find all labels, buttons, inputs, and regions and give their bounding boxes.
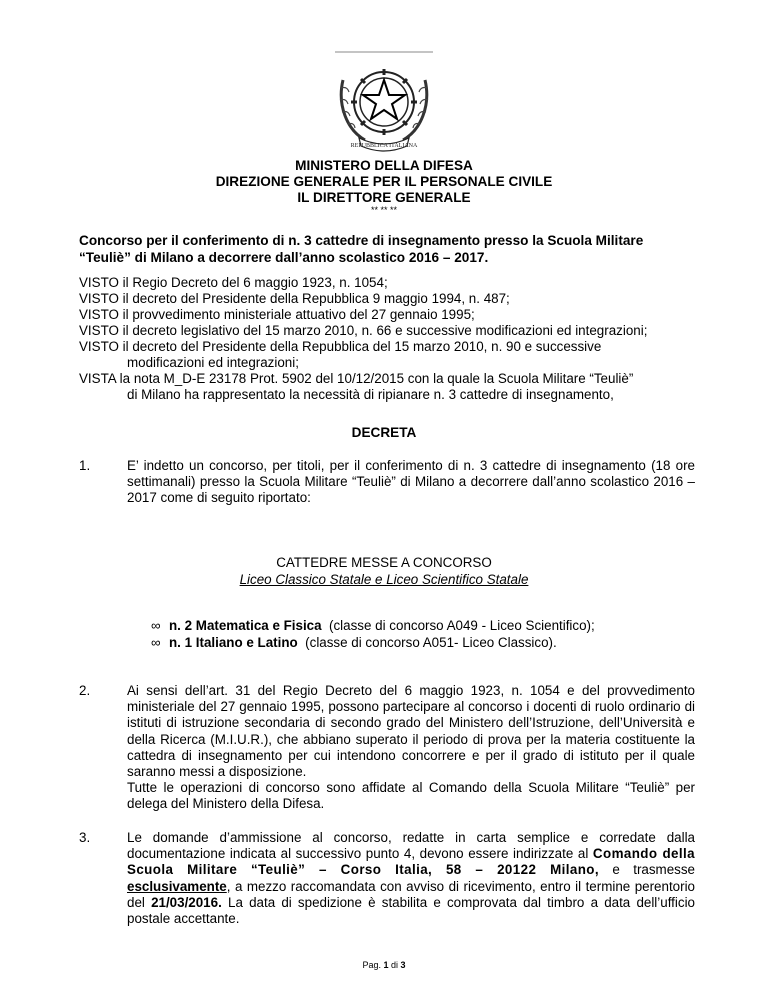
cattedra-list-item (151, 635, 557, 650)
cattedra-subject: n. 1 Italiano e Latino (169, 635, 298, 650)
directorate-name: DIREZIONE GENERALE PER IL PERSONALE CIVILE (215, 174, 553, 189)
visto-list (79, 275, 699, 403)
separator-stars: ** ** ** (370, 205, 397, 215)
item-3-address: Comando della Scuola Militare “Teuliè” – Corso Italia, 58 – 20122 Milano, (127, 846, 695, 878)
item-number: 1. (79, 458, 91, 473)
visto-item: VISTO il Regio Decreto del 6 maggio 1923, n. 1054; (79, 275, 388, 290)
item-3-text (127, 830, 695, 927)
title-line-2: “Teuliè” di Milano a decorrere dall’anno scolastico 2016 – 2017. (79, 250, 489, 265)
cattedre-heading: CATTEDRE MESSE A CONCORSO (276, 555, 492, 570)
footer-page-number: 1 (383, 960, 389, 970)
svg-text:REPUBBLICA ITALIANA: REPUBBLICA ITALIANA (350, 143, 418, 149)
item-3-part: Le domande d’ammissione al concorso, redatte in carta semplice e corredate dalla documentazione indicata al successivo punto 4, devono essere indirizzate al (127, 830, 695, 862)
page-footer (0, 960, 768, 970)
item-3-part: e trasmesse (599, 862, 695, 878)
cattedra-subject: n. 2 Matematica e Fisica (169, 618, 322, 633)
footer-total-pages: 3 (400, 960, 406, 970)
director-title: IL DIRETTORE GENERALE (297, 190, 471, 205)
item-2-paragraph-2: Tutte le operazioni di concorso sono affidate al Comando della Scuola Militare “Teuliè” per delega del Ministero della Difesa. (127, 780, 695, 812)
footer-of: di (388, 960, 401, 970)
cattedre-subheading-text: Liceo Classico Statale e Liceo Scientifico Statale (239, 572, 529, 587)
bullet-icon: ∞ (151, 618, 161, 633)
decreta-heading: DECRETA (351, 425, 417, 440)
cattedra-class: (classe di concorso A049 - Liceo Scientifico); (321, 618, 595, 633)
visto-item: VISTO il decreto del Presidente della Repubblica 9 maggio 1994, n. 487; (79, 291, 510, 306)
visto-item: VISTO il provvedimento ministeriale attuativo del 27 gennaio 1995; (79, 307, 475, 322)
item-number: 2. (79, 683, 91, 698)
document-title (79, 232, 695, 266)
footer-prefix: Pag. (362, 960, 384, 970)
title-line-1: Concorso per il conferimento di n. 3 cattedre di insegnamento presso la Scuola Militare (79, 233, 644, 248)
item-1-text: E’ indetto un concorso, per titoli, per il conferimento di n. 3 cattedre di insegnamento (18 ore settimanali) presso la Scuola Militare “Teuliè” di Milano a decorrere dall’anno scolastico 2016 – 2017 come di seguito riportato: (127, 458, 695, 506)
item-3-part: , a mezzo raccomandata con avviso di ricevimento, entro il termine perentorio del (127, 878, 695, 910)
item-3-deadline: 21/03/2016. (151, 894, 222, 910)
visto-item: VISTO il decreto legislativo del 15 marzo 2010, n. 66 e successive modificazioni ed integrazioni; (79, 323, 648, 338)
item-2-text (127, 683, 695, 813)
cattedre-subheading (0, 572, 768, 587)
item-3-part: La data di spedizione è stabilita e comprovata dal timbro a data dell’ufficio postale accettante. (127, 894, 695, 927)
cattedra-list-item (151, 618, 595, 633)
item-3-exclusive: esclusivamente (127, 878, 227, 894)
visto-item: VISTO il decreto del Presidente della Repubblica del 15 marzo 2010, n. 90 e successive (79, 339, 602, 354)
bullet-icon: ∞ (151, 635, 161, 650)
vista-item-continued: di Milano ha rappresentato la necessità di ripianare n. 3 cattedre di insegnamento, (127, 387, 614, 402)
item-number: 3. (79, 830, 91, 845)
cattedra-class: (classe di concorso A051- Liceo Classico). (297, 635, 557, 650)
ministry-name: MINISTERO DELLA DIFESA (295, 158, 473, 173)
item-2-paragraph: Ai sensi dell’art. 31 del Regio Decreto del 6 maggio 1923, n. 1054 e del provvedimento ministeriale del 27 gennaio 1995, possono partecipare al concorso i docenti di ruolo ordinario di istituti di istruzione secondaria di secondo grado del Ministero dell’Istruzione, dell’Università e della Ricerca (M.I.U.R.), che abbiano superato il periodo di prova per la materia costituente la cattedra di insegnamento per cui intendono concorrere e per il grado di istituto per il quale saranno messi a disposizione. (127, 683, 695, 780)
italian-republic-emblem (329, 50, 439, 154)
vista-item: VISTA la nota M_D-E 23178 Prot. 5902 del 10/12/2015 con la quale la Scuola Militare “Teuliè” (79, 371, 634, 386)
visto-item-continued: modificazioni ed integrazioni; (127, 355, 299, 370)
